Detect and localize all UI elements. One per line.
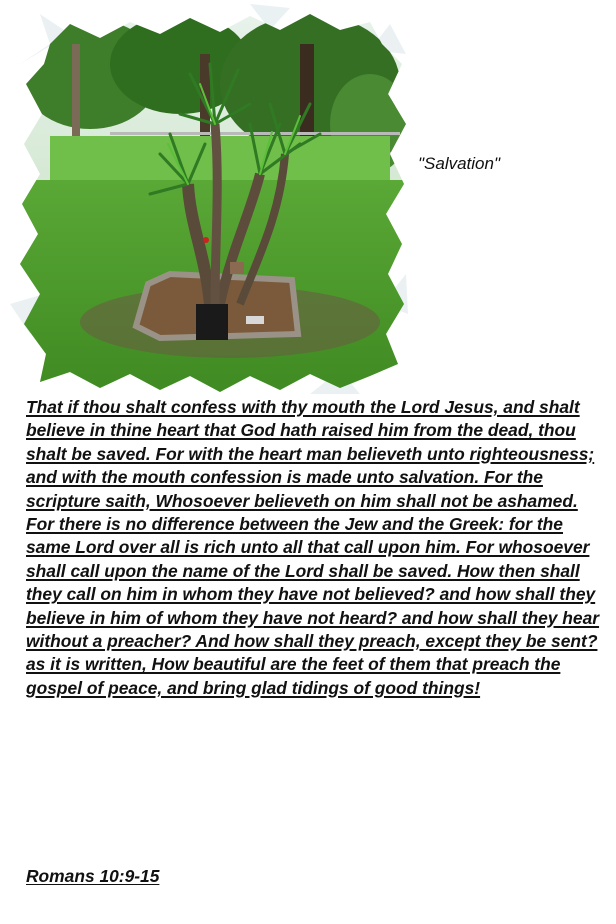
garden-photo [10,4,410,394]
scripture-reference: Romans 10:9-15 [26,866,160,886]
scripture-passage: That if thou shalt confess with thy mouth the Lord Jesus, and shalt believe in thine heart that God hath raised him from the dead, thou shalt be saved. For with the heart man believeth unto righteousness; and with the mouth confession is made unto salvation. For the scripture saith, Whosoever believeth on him shall not be ashamed. For there is no difference between the Jew and the Greek: for the same Lord over all is rich unto all that call upon him. For whosoever shall call upon the name of the Lord shall be saved. How then shall they call on him in whom they have not believed? and how shall they believe in him of whom they have not heard? and how shall they hear without a preacher? And how shall they preach, except they be sent? as it is written, How beautiful are the feet of them that preach the gospel of peace, and bring glad tidings of good things! [26,397,600,698]
yucca-tree-photo-icon [10,4,410,394]
photo-caption: "Salvation" [418,154,501,173]
